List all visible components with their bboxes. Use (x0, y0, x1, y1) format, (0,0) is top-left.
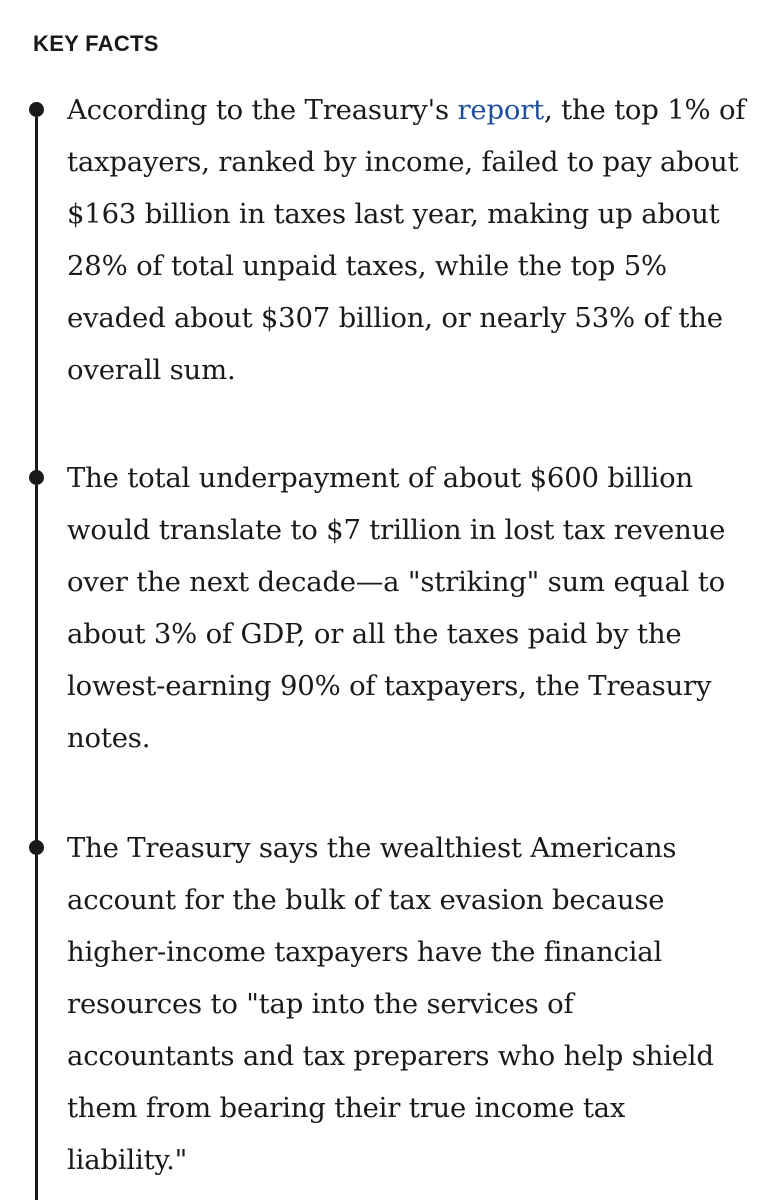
timeline-line (35, 104, 38, 1200)
fact-text: The total underpayment of about $600 billion would translate to $7 trillion in lost tax revenue over the next decade—a "striking" sum equal to about 3% of GDP, or all the taxes paid by the lowest-earning 90% of taxpayers, the Treasury notes. (67, 462, 726, 754)
report-link[interactable]: report (457, 94, 545, 126)
fact-text: The Treasury says the wealthiest Americans account for the bulk of tax evasion because higher-income taxpayers have the financial resources to "tap into the services of accountants and tax preparers who help shield them from bearing their true income tax liability." (67, 832, 714, 1176)
fact-item-2 (67, 452, 747, 764)
bullet-icon (29, 102, 44, 117)
fact-text-after-link: , the top 1% of taxpayers, ranked by income, failed to pay about $163 billion in taxes last year, making up about 28% of total unpaid taxes, while the top 5% evaded about $307 billion, or nearly 53% of the overall sum. (67, 94, 746, 386)
fact-item-1 (67, 84, 747, 396)
fact-text-before-link: According to the Treasury's (67, 94, 458, 126)
bullet-icon (29, 840, 44, 855)
fact-item-3 (67, 822, 747, 1186)
key-facts-heading: KEY FACTS (33, 31, 159, 56)
bullet-icon (29, 470, 44, 485)
